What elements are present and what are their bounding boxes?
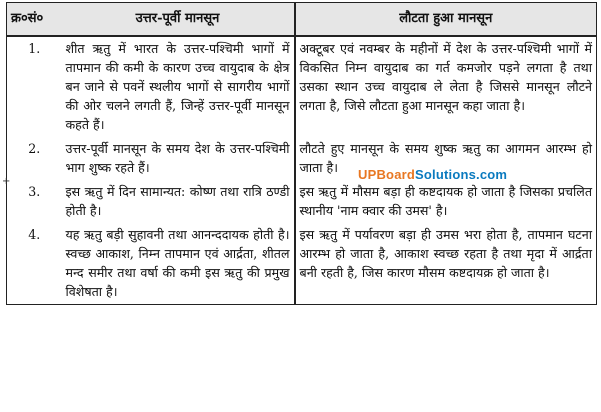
table-row — [7, 36, 597, 137]
northeast-monsoon-cell: यह ऋतु बड़ी सुहावनी तथा आनन्ददायक होती है। स्वच्छ आकाश, निम्न तापमान एवं आर्द्रता, शीतल मन्द समीर तथा वर्षा की कमी इस ऋतु की प्रमुख विशेषता है। — [62, 223, 295, 305]
watermark-part-upboard: UPBoard — [358, 167, 416, 182]
retreating-monsoon-cell: इस ऋतु में पर्यावरण बड़ा ही उमस भरा होता है, तापमान घटना आरम्भ हो जाता है, आकाश स्वच्छ रहता है तथा मृदा में आर्द्रता बनी रहती है, जिस कारण मौसम कष्टदायक्र हो जाता है। — [295, 223, 597, 305]
retreating-monsoon-cell: लौटते हुए मानसून के समय शुष्क ऋतु का आगमन आरम्भ हो जाता है। — [295, 137, 597, 180]
northeast-monsoon-cell: शीत ऋतु में भारत के उत्तर-पश्चिमी भागों में तापमान की कमी के कारण उच्च वायुदाब के क्षेत्र बन जाने से पवनें स्थलीय भागों से सागरीय भागों की ओर चलने लगती हैं, जिन्हें उत्तर-पूर्वी मानसून कहते हैं। — [62, 36, 295, 137]
northeast-monsoon-cell: इस ऋतु में दिन सामान्यत: कोष्ण तथा रात्रि ठण्डी होती है। — [62, 180, 295, 223]
watermark-part-solutions: Solutions.com — [415, 167, 508, 182]
header-serial-number: क्र०सं० — [7, 3, 62, 37]
serial-number-cell: 1. — [7, 36, 62, 137]
serial-number-cell: 4. — [7, 223, 62, 305]
table-row — [7, 137, 597, 180]
comparison-table — [6, 2, 597, 305]
table-row — [7, 180, 597, 223]
serial-number-cell: 2. — [7, 137, 62, 180]
retreating-monsoon-cell: इस ऋतु में मौसम बड़ा ही कष्टदायक हो जाता है जिसका प्रचलित स्थानीय 'नाम क्वार की उमस' है। — [295, 180, 597, 223]
header-northeast-monsoon: उत्तर-पूर्वी मानसून — [62, 3, 295, 37]
header-retreating-monsoon: लौटता हुआ मानसून — [295, 3, 597, 37]
margin-mark: + — [2, 176, 11, 187]
retreating-monsoon-cell: अक्टूबर एवं नवम्बर के महीनों में देश के उत्तर-पश्चिमी भागों में विकसित निम्न वायुदाब का गर्त कमजोर पड़ने लगता है तथा उसका स्थान उच्च वायुदाब ले लेता है जिससे मानसून लौटने लगता है, जिसे लौटता हुआ मानसून कहा जाता है। — [295, 36, 597, 137]
northeast-monsoon-cell: उत्तर-पूर्वी मानसून के समय देश के उत्तर-पश्चिमी भाग शुष्क रहते हैं। — [62, 137, 295, 180]
header-row — [7, 3, 597, 37]
serial-number-cell: 3. — [7, 180, 62, 223]
table-row — [7, 223, 597, 305]
